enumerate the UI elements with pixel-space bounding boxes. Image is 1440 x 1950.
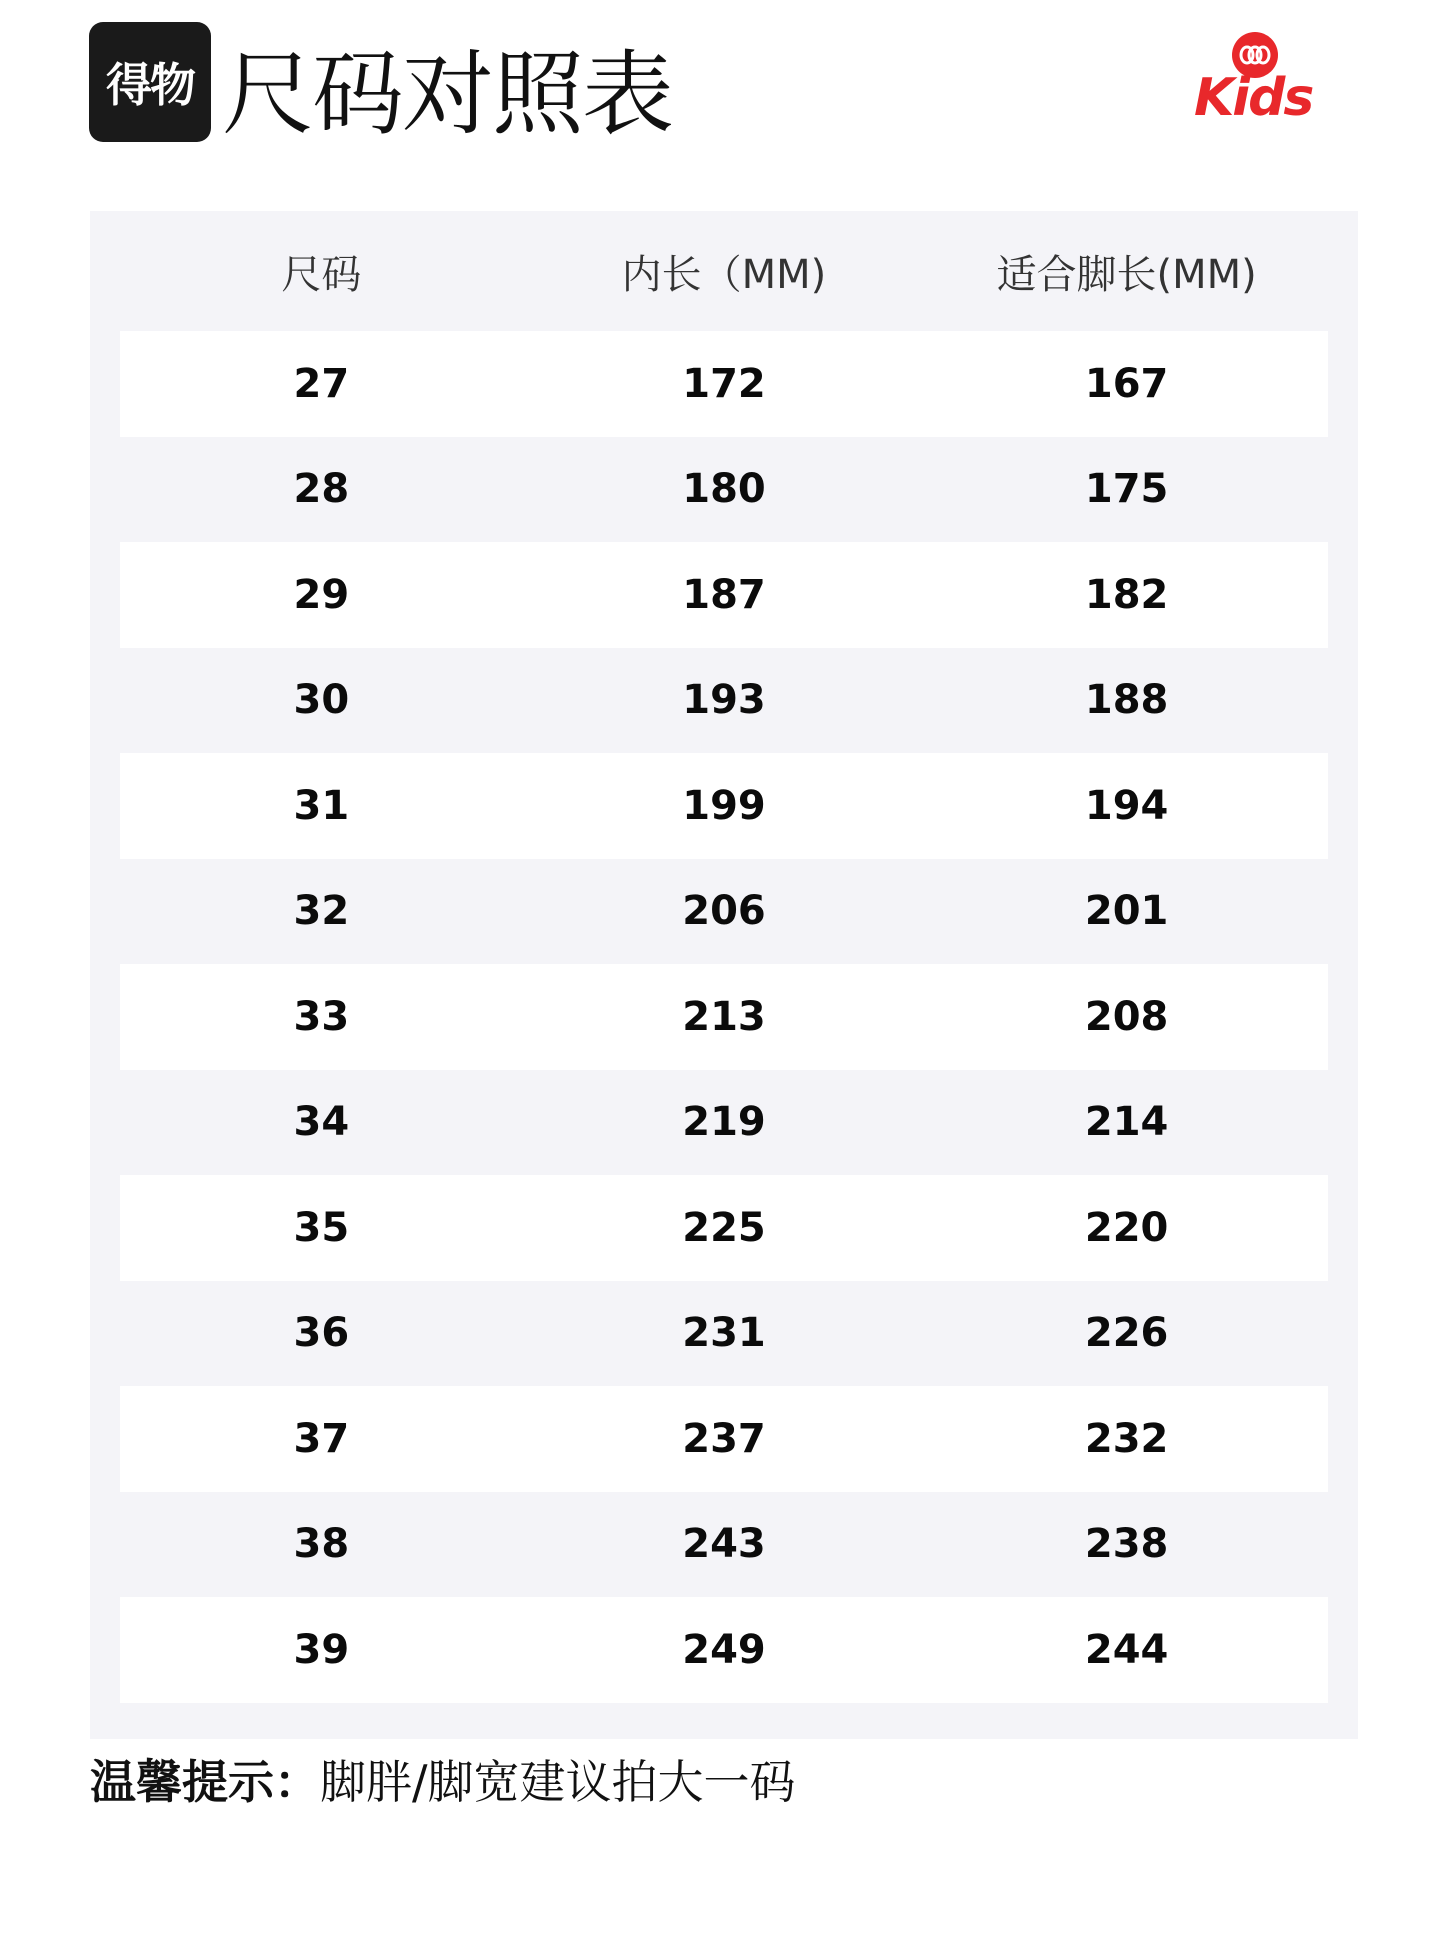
cell-inner-length: 219: [682, 1099, 766, 1146]
brand-logo-text: 得物: [106, 58, 194, 112]
abc-kids-logo: [1194, 32, 1318, 136]
cell-inner-length: 249: [682, 1626, 766, 1673]
table-row: [120, 437, 1328, 543]
tip-note: [90, 1752, 796, 1812]
table-row: [120, 859, 1328, 965]
table-row: [120, 1597, 1328, 1703]
size-chart-panel: [90, 211, 1358, 1739]
cell-size: 31: [293, 782, 350, 829]
cell-foot-length: 238: [1084, 1521, 1169, 1568]
table-body: [120, 331, 1328, 1703]
tip-label: 温馨提示：: [90, 1755, 320, 1809]
brand-logo: [89, 22, 211, 142]
table-row: [120, 648, 1328, 754]
tip-text: 脚胖/脚宽建议拍大一码: [320, 1755, 796, 1809]
cell-size: 35: [293, 1204, 350, 1251]
cell-foot-length: 182: [1084, 571, 1169, 618]
cell-inner-length: 213: [682, 993, 766, 1040]
cell-size: 27: [293, 360, 350, 407]
table-row: [120, 1070, 1328, 1176]
cell-size: 38: [293, 1521, 350, 1568]
table-row: [120, 1492, 1328, 1598]
table-row: [120, 331, 1328, 437]
table-row: [120, 1175, 1328, 1281]
header-inner-length: 内长（MM): [621, 251, 827, 298]
table-header: [120, 211, 1328, 331]
cell-inner-length: 231: [682, 1310, 766, 1357]
cell-inner-length: 187: [682, 571, 766, 618]
cell-foot-length: 194: [1084, 782, 1169, 829]
cell-foot-length: 201: [1084, 888, 1169, 935]
cell-foot-length: 220: [1084, 1204, 1169, 1251]
cell-inner-length: 199: [682, 782, 766, 829]
table-row: [120, 542, 1328, 648]
cell-size: 34: [293, 1099, 350, 1146]
cell-size: 30: [293, 677, 350, 724]
cell-size: 28: [293, 466, 350, 513]
page-title: 尺码对照表: [222, 41, 673, 148]
cell-size: 32: [293, 888, 350, 935]
table-row: [120, 753, 1328, 859]
cell-inner-length: 206: [682, 888, 766, 935]
cell-foot-length: 232: [1084, 1415, 1169, 1462]
cell-size: 33: [293, 993, 350, 1040]
table-row: [120, 1386, 1328, 1492]
cell-inner-length: 180: [682, 466, 766, 513]
cell-foot-length: 188: [1084, 677, 1169, 724]
cell-inner-length: 193: [682, 677, 766, 724]
cell-size: 29: [293, 571, 350, 618]
cell-foot-length: 167: [1084, 360, 1169, 407]
cell-foot-length: 214: [1084, 1099, 1169, 1146]
cell-foot-length: 226: [1084, 1310, 1169, 1357]
cell-inner-length: 243: [682, 1521, 766, 1568]
table-row: [120, 1281, 1328, 1387]
cell-size: 36: [293, 1310, 350, 1357]
cell-foot-length: 175: [1084, 466, 1169, 513]
cell-inner-length: 225: [682, 1204, 766, 1251]
cell-foot-length: 244: [1084, 1626, 1169, 1673]
kids-wordmark: Kids: [1194, 68, 1313, 128]
header-foot-length: 适合脚长(MM): [996, 251, 1257, 298]
cell-inner-length: 172: [682, 360, 766, 407]
cell-size: 37: [293, 1415, 350, 1462]
cell-size: 39: [293, 1626, 350, 1673]
header-size: 尺码: [281, 251, 362, 298]
cell-inner-length: 237: [682, 1415, 766, 1462]
cell-foot-length: 208: [1084, 993, 1169, 1040]
table-row: [120, 964, 1328, 1070]
